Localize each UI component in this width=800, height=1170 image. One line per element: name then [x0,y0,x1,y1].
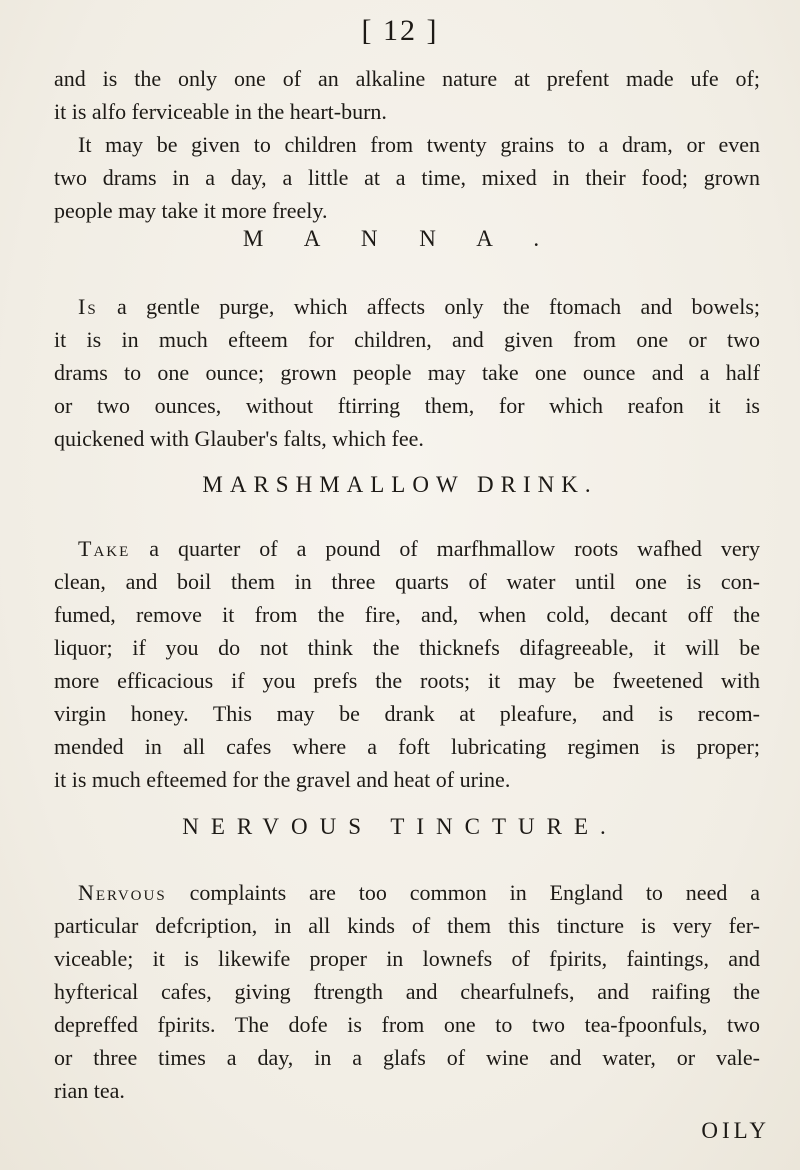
lead-word: Is [78,294,98,319]
text-line: mended in all cafes where a foft lubricating regimen is proper; [54,734,760,759]
text-line: drams to one ounce; grown people may take one ounce and a half [54,360,760,385]
text-line: Nervous complaints are too common in England to need a [78,880,760,905]
page-number: [ 12 ] [361,14,439,47]
section-heading-marshmallow: MARSHMALLOW DRINK. [202,472,598,497]
text-line: it is alfo ferviceable in the heart-burn. [54,99,387,124]
text-line: particular defcription, in all kinds of them this tincture is very fer- [54,913,760,938]
text-line: hyfterical cafes, giving ftrength and chearfulnefs, and raifing the [54,979,760,1004]
lead-word: Nervous [78,880,167,905]
lead-word: Take [78,536,131,561]
section-heading-nervous-tincture: NERVOUS TINCTURE. [182,814,618,839]
manna-paragraph [54,290,760,455]
catchword: OILY [701,1118,770,1143]
text-line: It may be given to children from twenty grains to a dram, or even [78,132,760,157]
text-line: virgin honey. This may be drank at pleafure, and is recom- [54,701,760,726]
text-line: and is the only one of an alkaline nature at prefent made ufe of; [54,66,760,91]
text-line: fumed, remove it from the fire, and, when cold, decant off the [54,602,760,627]
text-line: more efficacious if you prefs the roots; it may be fweetened with [54,668,760,693]
text-line: viceable; it is likewife proper in lownefs of fpirits, faintings, and [54,946,760,971]
text-line: it is in much efteem for children, and given from one or two [54,327,760,352]
text-line: two drams in a day, a little at a time, mixed in their food; grown [54,165,760,190]
text-line: it is much efteemed for the gravel and heat of urine. [54,767,511,792]
section-heading-manna: M A N N A . [242,226,558,251]
text-line: quickened with Glauber's falts, which fee. [54,426,424,451]
text-line: Take a quarter of a pound of marfhmallow roots wafhed very [78,536,760,561]
text-line: or three times a day, in a glafs of wine and water, or vale- [54,1045,760,1070]
text-line: rian tea. [54,1078,125,1103]
text-line: depreffed fpirits. The dofe is from one to two tea-fpoonfuls, two [54,1012,760,1037]
text-line: people may take it more freely. [54,198,328,223]
text-line: liquor; if you do not think the thicknefs difagreeable, it will be [54,635,760,660]
text-line: Is a gentle purge, which affects only the ftomach and bowels; [78,294,760,319]
marshmallow-paragraph [54,532,760,796]
intro-paragraph [54,62,760,227]
nervous-paragraph [54,876,760,1107]
text-line: or two ounces, without ftirring them, for which reafon it is [54,393,760,418]
text-line: clean, and boil them in three quarts of water until one is con- [54,569,760,594]
